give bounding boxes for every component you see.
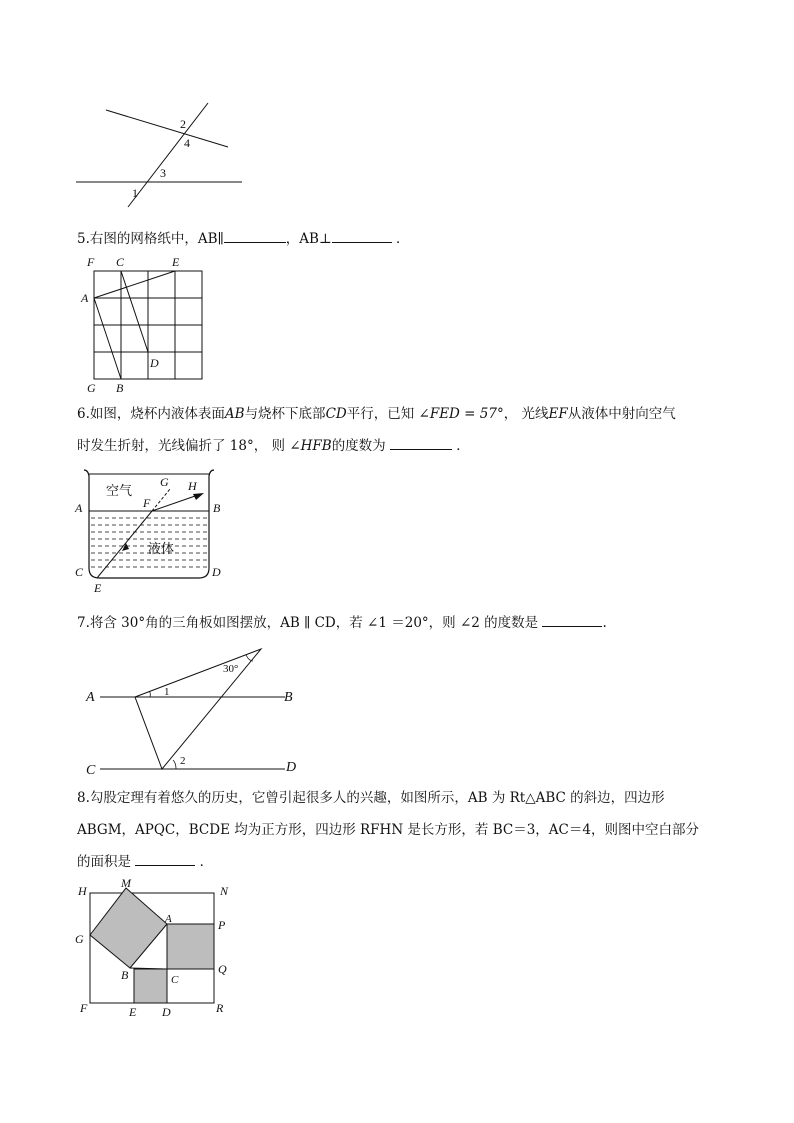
figure-pythagorean-squares	[72, 875, 242, 1025]
label-C: C	[75, 565, 84, 579]
label-D: D	[286, 760, 297, 775]
arc-angle-2	[173, 760, 176, 769]
line-upper	[106, 110, 228, 147]
question-8-line-3	[77, 851, 213, 872]
q6-ef: EF	[548, 406, 568, 422]
label-angle-1: 1	[132, 186, 138, 200]
q8-text-2: ABGM，APQC，BCDE 均为正方形，四边形 RFHN 是长方形，若 BC＝3，AC＝4，则图中空白部分	[77, 822, 699, 838]
line-transversal	[128, 103, 208, 207]
figure-triangle-parallel-lines	[80, 643, 310, 783]
q6-text-1: 6.如图，烧杯内液体表面	[77, 406, 225, 422]
label-angle-4: 4	[184, 136, 190, 150]
q6-cd: CD	[325, 406, 347, 422]
q5-text-a: 5.右图的网格纸中，AB∥	[77, 231, 224, 247]
label-air: 空气	[106, 483, 133, 498]
figure-grid-paper	[75, 252, 215, 397]
q6-text-3: 平行，已知	[346, 406, 415, 422]
label-E: E	[129, 1005, 137, 1019]
label-E: E	[94, 581, 102, 595]
label-A: A	[86, 690, 95, 705]
q6-text-6: 时发生折射，光线偏折了 18°， 则	[77, 438, 286, 454]
square-BCDE	[134, 969, 167, 1003]
label-D: D	[162, 1005, 171, 1019]
triangle-ruler	[135, 649, 261, 769]
q6-text-2: 与烧杯下底部	[244, 406, 326, 422]
label-angle-2: 2	[180, 117, 186, 131]
q6-ab: AB	[224, 406, 245, 422]
question-7	[77, 612, 607, 633]
label-P: P	[218, 918, 226, 932]
label-angle-1: 1	[164, 686, 170, 698]
label-B: B	[116, 381, 124, 395]
segment-AE	[94, 271, 175, 298]
q5-text-end: ．	[395, 231, 410, 247]
label-A: A	[165, 913, 172, 925]
label-C: C	[171, 974, 179, 986]
label-M: M	[121, 876, 131, 890]
q8-answer-blank[interactable]	[135, 851, 195, 866]
label-B: B	[213, 501, 221, 515]
q8-text-1: 8.勾股定理有着悠久的历史，它曾引起很多人的兴趣，如图所示，AB 为 Rt△ABC 的斜边，四边形	[77, 790, 665, 806]
label-liquid: 液体	[148, 541, 175, 556]
label-E: E	[172, 255, 180, 269]
q7-text: 7.将含 30°角的三角板如图摆放，AB ∥ CD，若 ∠1 ＝20°，则 ∠2 的度数是	[77, 615, 539, 631]
q8-text-3: 的面积是	[77, 854, 131, 870]
q5-text-b: ，AB⊥	[285, 231, 332, 247]
question-8-line-2	[77, 820, 699, 840]
label-Q: Q	[218, 962, 227, 976]
label-H: H	[188, 479, 197, 493]
q6-text-5: 从液体中射向空气	[567, 406, 676, 422]
segment-AB	[94, 298, 121, 379]
q5-answer-blank-1[interactable]	[224, 228, 286, 243]
square-APQC	[167, 924, 214, 969]
q6-text-end: ．	[456, 438, 470, 454]
label-F: F	[143, 496, 151, 510]
label-B: B	[284, 690, 293, 705]
question-6-line-1	[77, 404, 676, 424]
square-ABGM	[90, 888, 167, 968]
label-G: G	[160, 475, 169, 489]
q7-answer-blank[interactable]	[542, 612, 602, 627]
label-F: F	[80, 1001, 88, 1015]
label-R: R	[216, 1001, 224, 1015]
q6-text-4: ， 光线	[503, 406, 549, 422]
label-N: N	[220, 884, 229, 898]
grid	[94, 271, 202, 379]
q6-answer-blank[interactable]	[390, 435, 452, 450]
label-F: F	[87, 255, 95, 269]
figure-angles-intersecting-lines	[70, 95, 250, 215]
question-5	[77, 228, 409, 249]
question-6-line-2	[77, 435, 470, 456]
label-G: G	[87, 381, 96, 395]
figure-beaker-refraction	[72, 462, 232, 597]
label-G: G	[75, 932, 84, 946]
label-C: C	[116, 255, 125, 269]
q6-angle-hfb: ∠HFB	[289, 438, 332, 454]
q5-answer-blank-2[interactable]	[332, 228, 392, 243]
label-angle-2: 2	[180, 755, 186, 767]
ray-EF	[97, 511, 152, 578]
label-B: B	[121, 968, 129, 982]
arrowhead-H	[193, 493, 204, 500]
label-angle-30: 30°	[223, 663, 239, 675]
q7-text-end: .	[602, 615, 607, 631]
label-A: A	[75, 501, 83, 515]
label-C: C	[86, 763, 96, 778]
question-8-line-1	[77, 788, 665, 808]
label-A: A	[81, 291, 89, 305]
label-angle-3: 3	[160, 166, 166, 180]
label-D: D	[150, 356, 159, 370]
label-D: D	[212, 565, 221, 579]
q8-text-end: ．	[199, 854, 214, 870]
q6-angle-fed: ∠FED = 57°	[418, 406, 504, 422]
segment-CD	[121, 271, 148, 352]
q6-text-7: 的度数为	[331, 438, 386, 454]
label-H: H	[78, 884, 87, 898]
